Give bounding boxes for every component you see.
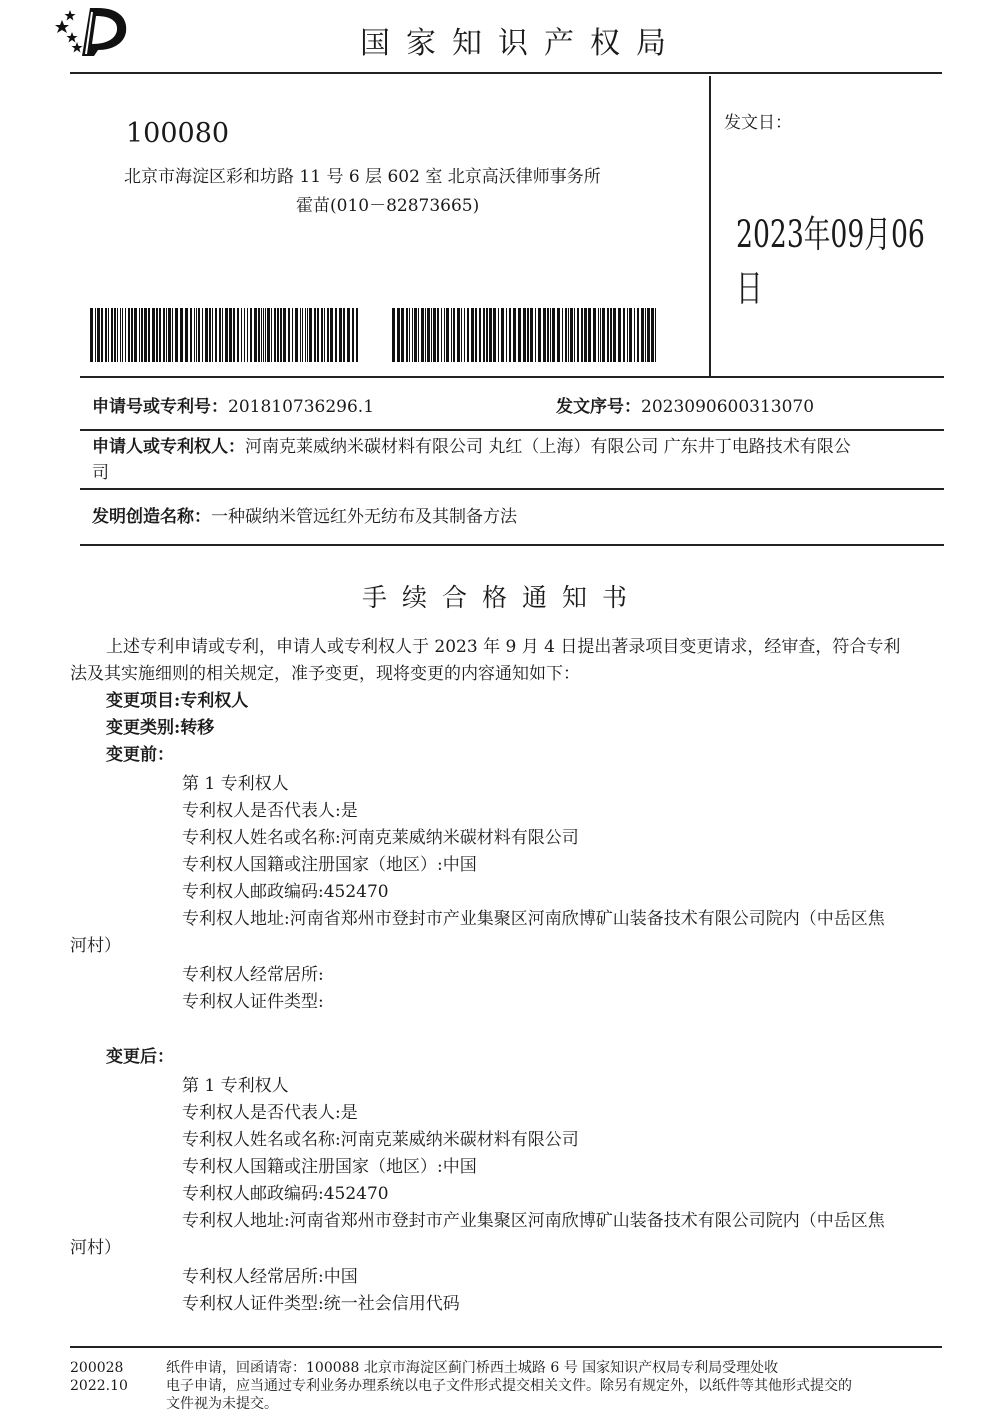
- footer-line-3: 文件视为未提交。: [166, 1396, 278, 1412]
- before-line-7: 专利权人经常居所:: [182, 965, 324, 985]
- notice-title: 手续合格通知书: [362, 583, 643, 612]
- agency-title: 国家知识产权局: [360, 26, 682, 61]
- dispatch-date: 2023年09月06日: [736, 213, 925, 310]
- applicant-label: 申请人或专利权人：: [92, 437, 245, 457]
- before-label: 变更前：: [106, 745, 174, 765]
- after-line-8: 专利权人证件类型:统一社会信用代码: [182, 1294, 460, 1314]
- applicant-line-1: 河南克莱威纳米碳材料有限公司 丸红（上海）有限公司 广东井丁电路技术有限公: [245, 437, 851, 457]
- change-category: 变更类别:转移: [106, 718, 215, 738]
- change-item: 变更项目:专利权人: [106, 691, 249, 711]
- recipient-contact: 霍苗(010－82873665): [296, 196, 480, 216]
- date-box-divider: [709, 76, 711, 376]
- barcode-left: [90, 308, 360, 362]
- dispatch-date-label: 发文日：: [724, 113, 792, 133]
- serial-number-row: [556, 394, 814, 420]
- application-number-row: [92, 394, 374, 420]
- invention-row: [92, 504, 517, 530]
- cnipa-logo-icon: [52, 6, 132, 58]
- after-line-2: 专利权人是否代表人:是: [182, 1103, 358, 1123]
- after-line-3: 专利权人姓名或名称:河南克莱威纳米碳材料有限公司: [182, 1130, 579, 1150]
- footer-divider: [70, 1346, 942, 1348]
- intro-line-2: 法及其实施细则的相关规定，准予变更，现将变更的内容通知如下：: [70, 664, 580, 684]
- serial-number-label: 发文序号：: [556, 397, 641, 417]
- info-divider-3: [80, 544, 944, 546]
- before-line-1: 第 1 专利权人: [182, 774, 289, 794]
- barcode-right: [392, 308, 658, 362]
- footer-code-1: 200028: [70, 1360, 124, 1376]
- before-line-6: 专利权人地址:河南省郑州市登封市产业集聚区河南欣博矿山装备技术有限公司院内（中岳区焦: [182, 909, 885, 929]
- before-line-6b: 河村）: [70, 936, 121, 956]
- intro-line-1: 上述专利申请或专利，申请人或专利权人于 2023 年 9 月 4 日提出著录项目变更请求，经审查，符合专利: [106, 637, 901, 657]
- application-number-label: 申请号或专利号：: [92, 397, 228, 417]
- applicant-line-2: 司: [92, 463, 109, 483]
- after-line-1: 第 1 专利权人: [182, 1076, 289, 1096]
- before-line-8: 专利权人证件类型:: [182, 992, 324, 1012]
- after-line-7: 专利权人经常居所:中国: [182, 1267, 358, 1287]
- after-line-4: 专利权人国籍或注册国家（地区）:中国: [182, 1157, 477, 1177]
- footer-line-2: 电子申请，应当通过专利业务办理系统以电子文件形式提交相关文件。除另有规定外，以纸件等其他形式提交的: [166, 1378, 852, 1394]
- invention-label: 发明创造名称：: [92, 507, 211, 527]
- invention-title: 一种碳纳米管远红外无纺布及其制备方法: [211, 507, 517, 527]
- application-number: 201810736296.1: [228, 397, 375, 417]
- before-line-4: 专利权人国籍或注册国家（地区）:中国: [182, 855, 477, 875]
- serial-number: 2023090600313070: [641, 397, 815, 417]
- footer-code-2: 2022.10: [70, 1378, 128, 1394]
- info-divider-top: [80, 376, 944, 378]
- after-line-5: 专利权人邮政编码:452470: [182, 1184, 389, 1204]
- after-line-6: 专利权人地址:河南省郑州市登封市产业集聚区河南欣博矿山装备技术有限公司院内（中岳区焦: [182, 1211, 885, 1231]
- before-line-3: 专利权人姓名或名称:河南克莱威纳米碳材料有限公司: [182, 828, 579, 848]
- applicant-row: [92, 434, 851, 460]
- recipient-address: 北京市海淀区彩和坊路 11 号 6 层 602 室 北京高沃律师事务所: [124, 167, 601, 187]
- after-label: 变更后：: [106, 1047, 174, 1067]
- before-line-2: 专利权人是否代表人:是: [182, 801, 358, 821]
- info-divider-1: [80, 429, 944, 431]
- header-divider: [70, 72, 942, 74]
- before-line-5: 专利权人邮政编码:452470: [182, 882, 389, 902]
- footer-line-1: 纸件申请，回函请寄：100088 北京市海淀区蓟门桥西土城路 6 号 国家知识产权局专利局受理处收: [166, 1360, 779, 1376]
- postcode: 100080: [126, 118, 230, 149]
- after-line-6b: 河村）: [70, 1238, 121, 1258]
- info-divider-2: [80, 488, 944, 490]
